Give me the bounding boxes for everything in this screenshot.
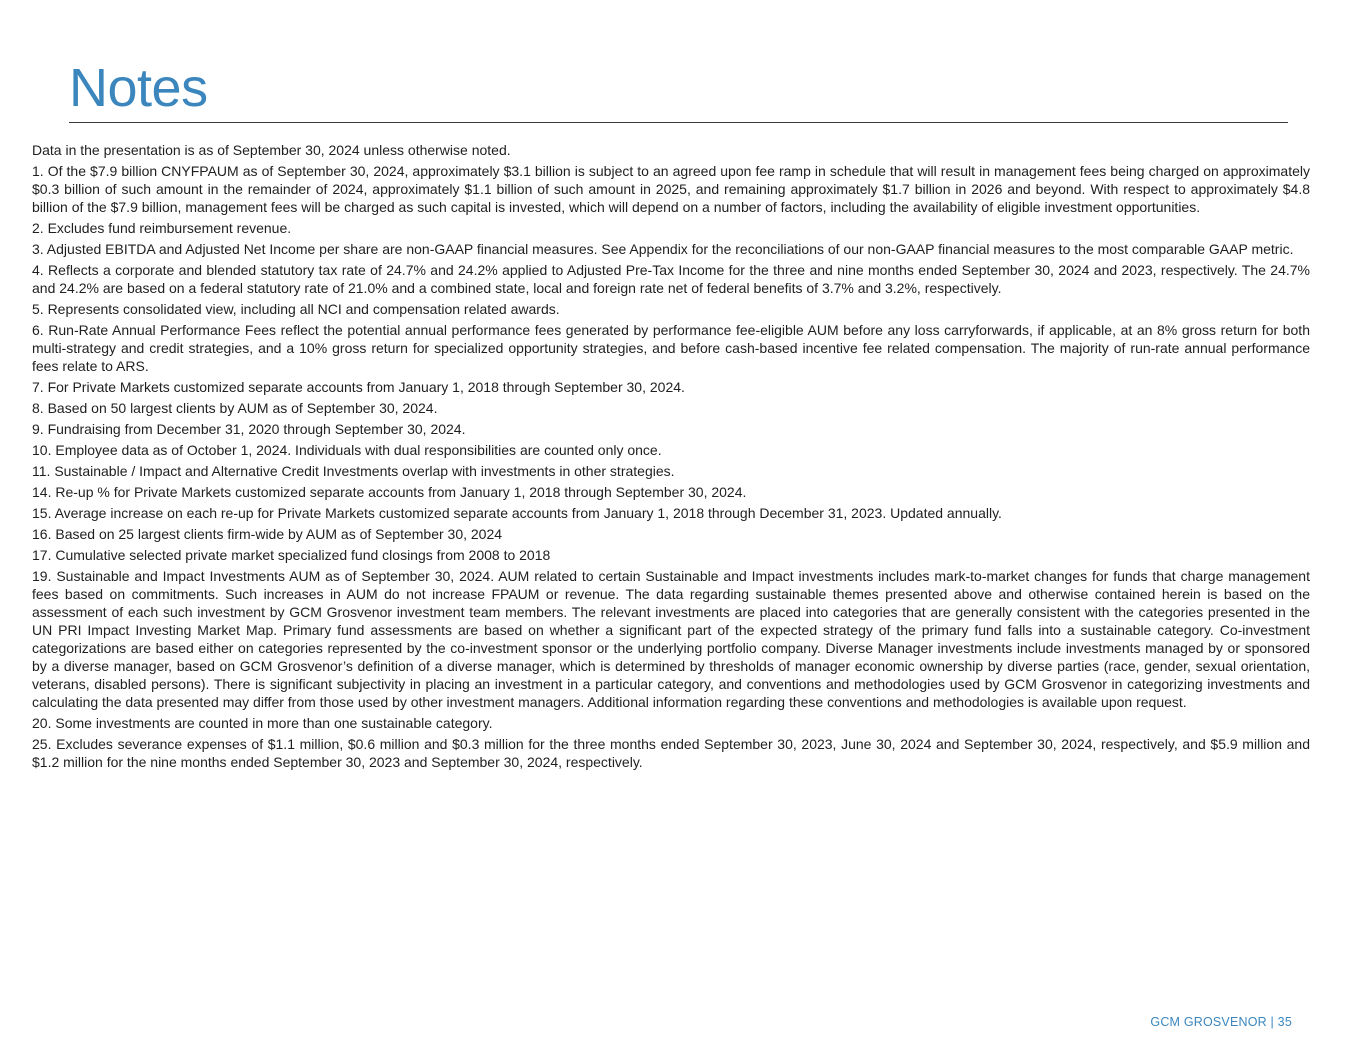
note-5: 5. Represents consolidated view, including all NCI and compensation related awards.: [32, 301, 560, 317]
note-1: 1. Of the $7.9 billion CNYFPAUM as of September 30, 2024, approximately $3.1 billion is subject to an agreed upon fee ramp in schedule that will result in management fees being charged on approximately $0.3 billion of such amount in the remainder of 2024, approximately $1.1 billion of such amount in 2025, and remaining approximately $1.7 billion in 2026 and beyond. With respect to approximately $4.8 billion of the $7.9 billion, management fees will be charged as such capital is invested, which will depend on a number of factors, including the availability of eligible investment opportunities.: [32, 163, 1310, 215]
notes-body: [32, 141, 1310, 774]
note-19: 19. Sustainable and Impact Investments AUM as of September 30, 2024. AUM related to certain Sustainable and Impact investments includes mark-to-market changes for funds that charge management fees based on commitments. Such increases in AUM do not increase FPAUM or revenue. The data regarding sustainable themes presented above and otherwise contained herein is based on the assessment of each such investment by GCM Grosvenor investment team members. The relevant investments are placed into categories that are generally consistent with the categories presented in the UN PRI Impact Investing Market Map. Primary fund assessments are based on whether a significant part of the expected strategy of the primary fund falls into a sustainable category. Co-investment categorizations are based either on categories represented by the co-investment sponsor or the underlying portfolio company. Diverse Manager investments include investments managed by or sponsored by a diverse manager, based on GCM Grosvenor’s definition of a diverse manager, which is determined by thresholds of manager economic ownership by diverse parties (race, gender, sexual orientation, veterans, disabled persons). There is significant subjectivity in placing an investment in a particular category, and conventions and methodologies used by GCM Grosvenor in categorizing investments and calculating the data presented may differ from those used by other investment managers. Additional information regarding these conventions and methodologies is available upon request.: [32, 568, 1310, 710]
note-20: 20. Some investments are counted in more than one sustainable category.: [32, 715, 493, 731]
note-2: 2. Excludes fund reimbursement revenue.: [32, 220, 292, 236]
title-divider: [69, 122, 1288, 123]
note-4: 4. Reflects a corporate and blended statutory tax rate of 24.7% and 24.2% applied to Adjusted Pre-Tax Income for the three and nine months ended September 30, 2024 and 2023, respectively. The 24.7% and 24.2% are based on a federal statutory rate of 21.0% and a combined state, local and foreign rate net of federal benefits of 3.7% and 3.2%, respectively.: [32, 262, 1310, 296]
note-11: 11. Sustainable / Impact and Alternative Credit Investments overlap with investments in other strategies.: [32, 463, 675, 479]
page-title: Notes: [69, 58, 208, 118]
note-10: 10. Employee data as of October 1, 2024. Individuals with dual responsibilities are counted only once.: [32, 442, 662, 458]
note-14: 14. Re-up % for Private Markets customized separate accounts from January 1, 2018 through September 30, 2024.: [32, 484, 747, 500]
note-3: 3. Adjusted EBITDA and Adjusted Net Income per share are non-GAAP financial measures. See Appendix for the reconciliations of our non-GAAP financial measures to the most comparable GAAP metric.: [32, 241, 1294, 257]
note-17: 17. Cumulative selected private market specialized fund closings from 2008 to 2018: [32, 547, 551, 563]
note-25: 25. Excludes severance expenses of $1.1 million, $0.6 million and $0.3 million for the three months ended September 30, 2023, June 30, 2024 and September 30, 2024, respectively, and $5.9 million and $1.2 million for the nine months ended September 30, 2023 and September 30, 2024, respectively.: [32, 736, 1310, 770]
note-8: 8. Based on 50 largest clients by AUM as of September 30, 2024.: [32, 400, 438, 416]
note-16: 16. Based on 25 largest clients firm-wide by AUM as of September 30, 2024: [32, 526, 503, 542]
notes-intro: Data in the presentation is as of September 30, 2024 unless otherwise noted.: [32, 142, 511, 158]
note-15: 15. Average increase on each re-up for Private Markets customized separate accounts from January 1, 2018 through December 31, 2023. Updated annually.: [32, 505, 1002, 521]
page-footer: GCM GROSVENOR | 35: [1150, 1015, 1292, 1029]
note-9: 9. Fundraising from December 31, 2020 through September 30, 2024.: [32, 421, 466, 437]
note-6: 6. Run-Rate Annual Performance Fees reflect the potential annual performance fees generated by performance fee-eligible AUM before any loss carryforwards, if applicable, at an 8% gross return for both multi-strategy and credit strategies, and a 10% gross return for specialized opportunity strategies, and before cash-based incentive fee related compensation. The majority of run-rate annual performance fees relate to ARS.: [32, 322, 1310, 374]
note-7: 7. For Private Markets customized separate accounts from January 1, 2018 through September 30, 2024.: [32, 379, 685, 395]
